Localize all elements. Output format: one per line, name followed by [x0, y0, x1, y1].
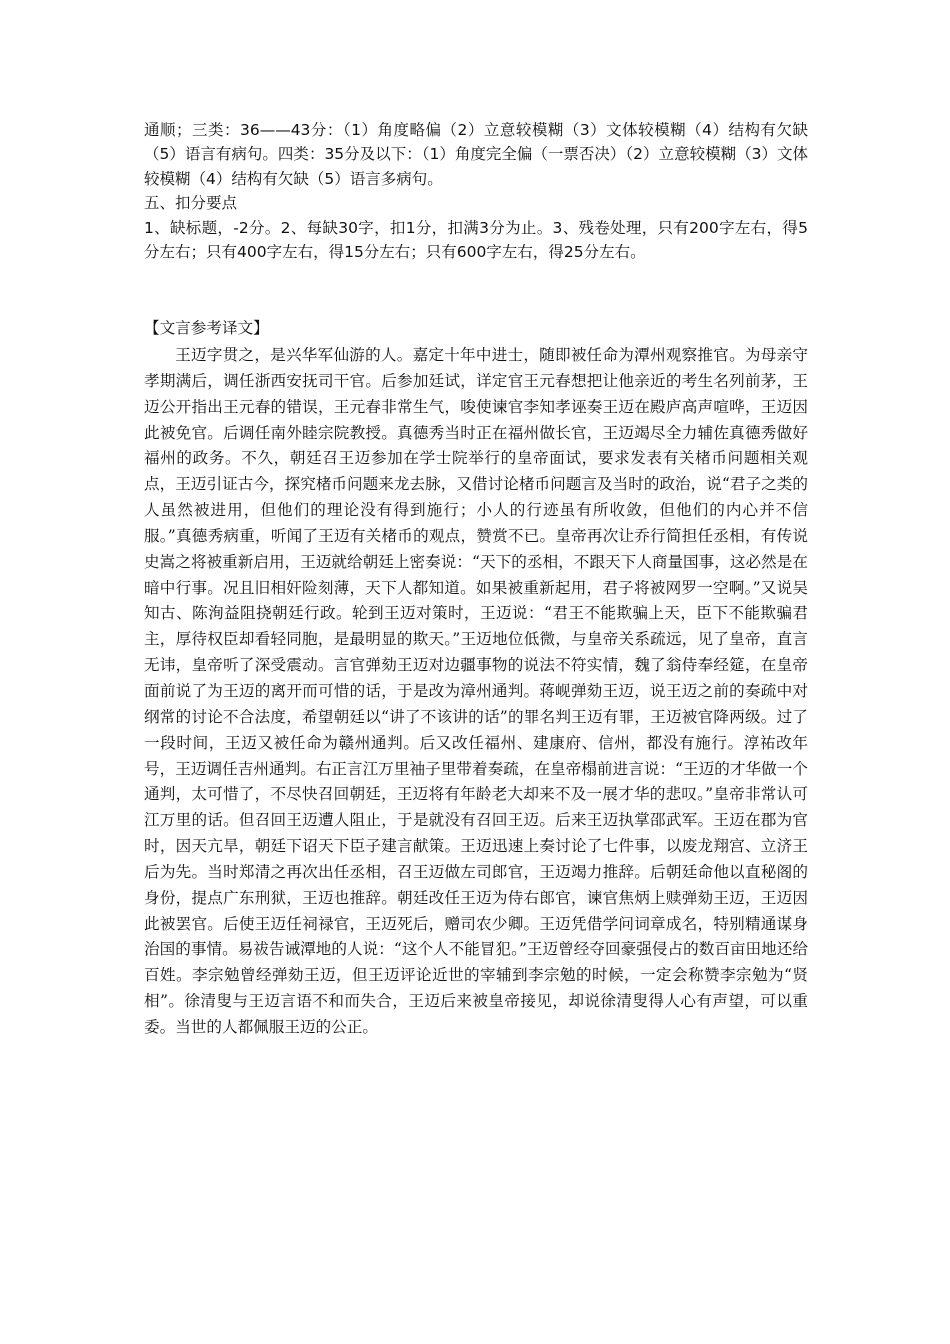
deduction-points: 1、缺标题，-2分。2、每缺30字，扣1分，扣满3分为止。3、残卷处理，只有200字左右，得5分左右；只有400字左右，得15分左右；只有600字左右，得25分左右。 — [144, 218, 808, 262]
deduction-heading: 五、扣分要点 — [144, 194, 238, 213]
translation-section — [144, 316, 808, 1041]
scoring-section — [144, 118, 808, 264]
translation-heading: 【文言参考译文】 — [144, 319, 269, 337]
scoring-criteria-continuation: 通顺；三类：36——43分：（1）角度略偏（2）立意较模糊（3）文体较模糊（4）结构有欠缺（5）语言有病句。四类：35分及以下：（1）角度完全偏（一票否决）（2）立意较模糊（3）文体较模糊（4）结构有欠缺（5）语言多病句。 — [144, 121, 808, 188]
translation-body: 王迈字贯之，是兴华军仙游的人。嘉定十年中进士，随即被任命为潭州观察推官。为母亲守孝期满后，调任浙西安抚司干官。后参加廷试，详定官王元春想把让他亲近的考生名列前茅，王迈公开指出王元春的错误，王元春非常生气，唆使谏官李知孝诬奏王迈在殿庐高声喧哗，王迈因此被免官。后调任南外睦宗院教授。真德秀当时正在福州做长官，王迈竭尽全力辅佐真德秀做好福州的政务。不久，朝廷召王迈参加在学士院举行的皇帝面试，要求发表有关楮币问题相关观点，王迈引证古今，探究楮币问题来龙去脉，又借讨论楮币问题言及当时的政治，说“君子之类的人虽然被进用，但他们的理论没有得到施行；小人的行迹虽有所收敛，但他们的内心并不信服。”真德秀病重，听闻了王迈有关楮币的观点，赞赏不已。皇帝再次让乔行简担任丞相，有传说史嵩之将被重新启用，王迈就给朝廷上密奏说：“天下的丞相，不跟天下人商量国事，这必然是在暗中行事。况且旧相奸险刻薄，天下人都知道。如果被重新起用，君子将被网罗一空啊。”又说吴知古、陈洵益阻挠朝廷行政。轮到王迈对策时，王迈说：“君王不能欺骗上天，臣下不能欺骗君主，厚待权臣却看轻同胞，是最明显的欺天。”王迈地位低微，与皇帝关系疏远，见了皇帝，直言无讳，皇帝听了深受震动。言官弹劾王迈对边疆事物的说法不符实情，魏了翁侍奉经筵，在皇帝面前说了为王迈的离开而可惜的话，于是改为漳州通判。蒋岘弹劾王迈，说王迈之前的奏疏中对纲常的讨论不合法度，希望朝廷以“讲了不该讲的话”的罪名判王迈有罪，王迈被官降两级。过了一段时间，王迈又被任命为赣州通判。后又改任福州、建康府、信州，都没有施行。淳祐改年号，王迈调任吉州通判。右正言江万里袖子里带着奏疏，在皇帝榻前进言说：“王迈的才华做一个通判，太可惜了，不尽快召回朝廷，王迈将有年龄老大却来不及一展才华的悲叹。”皇帝非常认可江万里的话。但召回王迈遭人阻止，于是就没有召回王迈。后来王迈执掌邵武军。王迈在郡为官时，因天亢旱，朝廷下诏天下臣子建言献策。王迈迅速上奏讨论了七件事，以废龙翔宫、立济王后为先。当时郑清之再次出任丞相，召王迈做左司郎官，王迈竭力推辞。后朝廷命他以直秘阁的身份，提点广东刑狱，王迈也推辞。朝廷改任王迈为侍右郎官，谏官焦炳上赎弹劾王迈，王迈因此被罢官。后使王迈任祠禄官，王迈死后，赠司农少卿。王迈凭借学问词章成名，特别精通谋身治国的事情。易祓告诫潭地的人说：“这个人不能冒犯。”王迈曾经夺回豪强侵占的数百亩田地还给百姓。李宗勉曾经弹劾王迈，但王迈评论近世的宰辅到李宗勉的时候，一定会称赞李宗勉为“贤相”。徐清叟与王迈言语不和而失合，王迈后来被皇帝接见，却说徐清叟得人心有声望，可以重委。当世的人都佩服王迈的公正。 — [144, 346, 808, 1036]
